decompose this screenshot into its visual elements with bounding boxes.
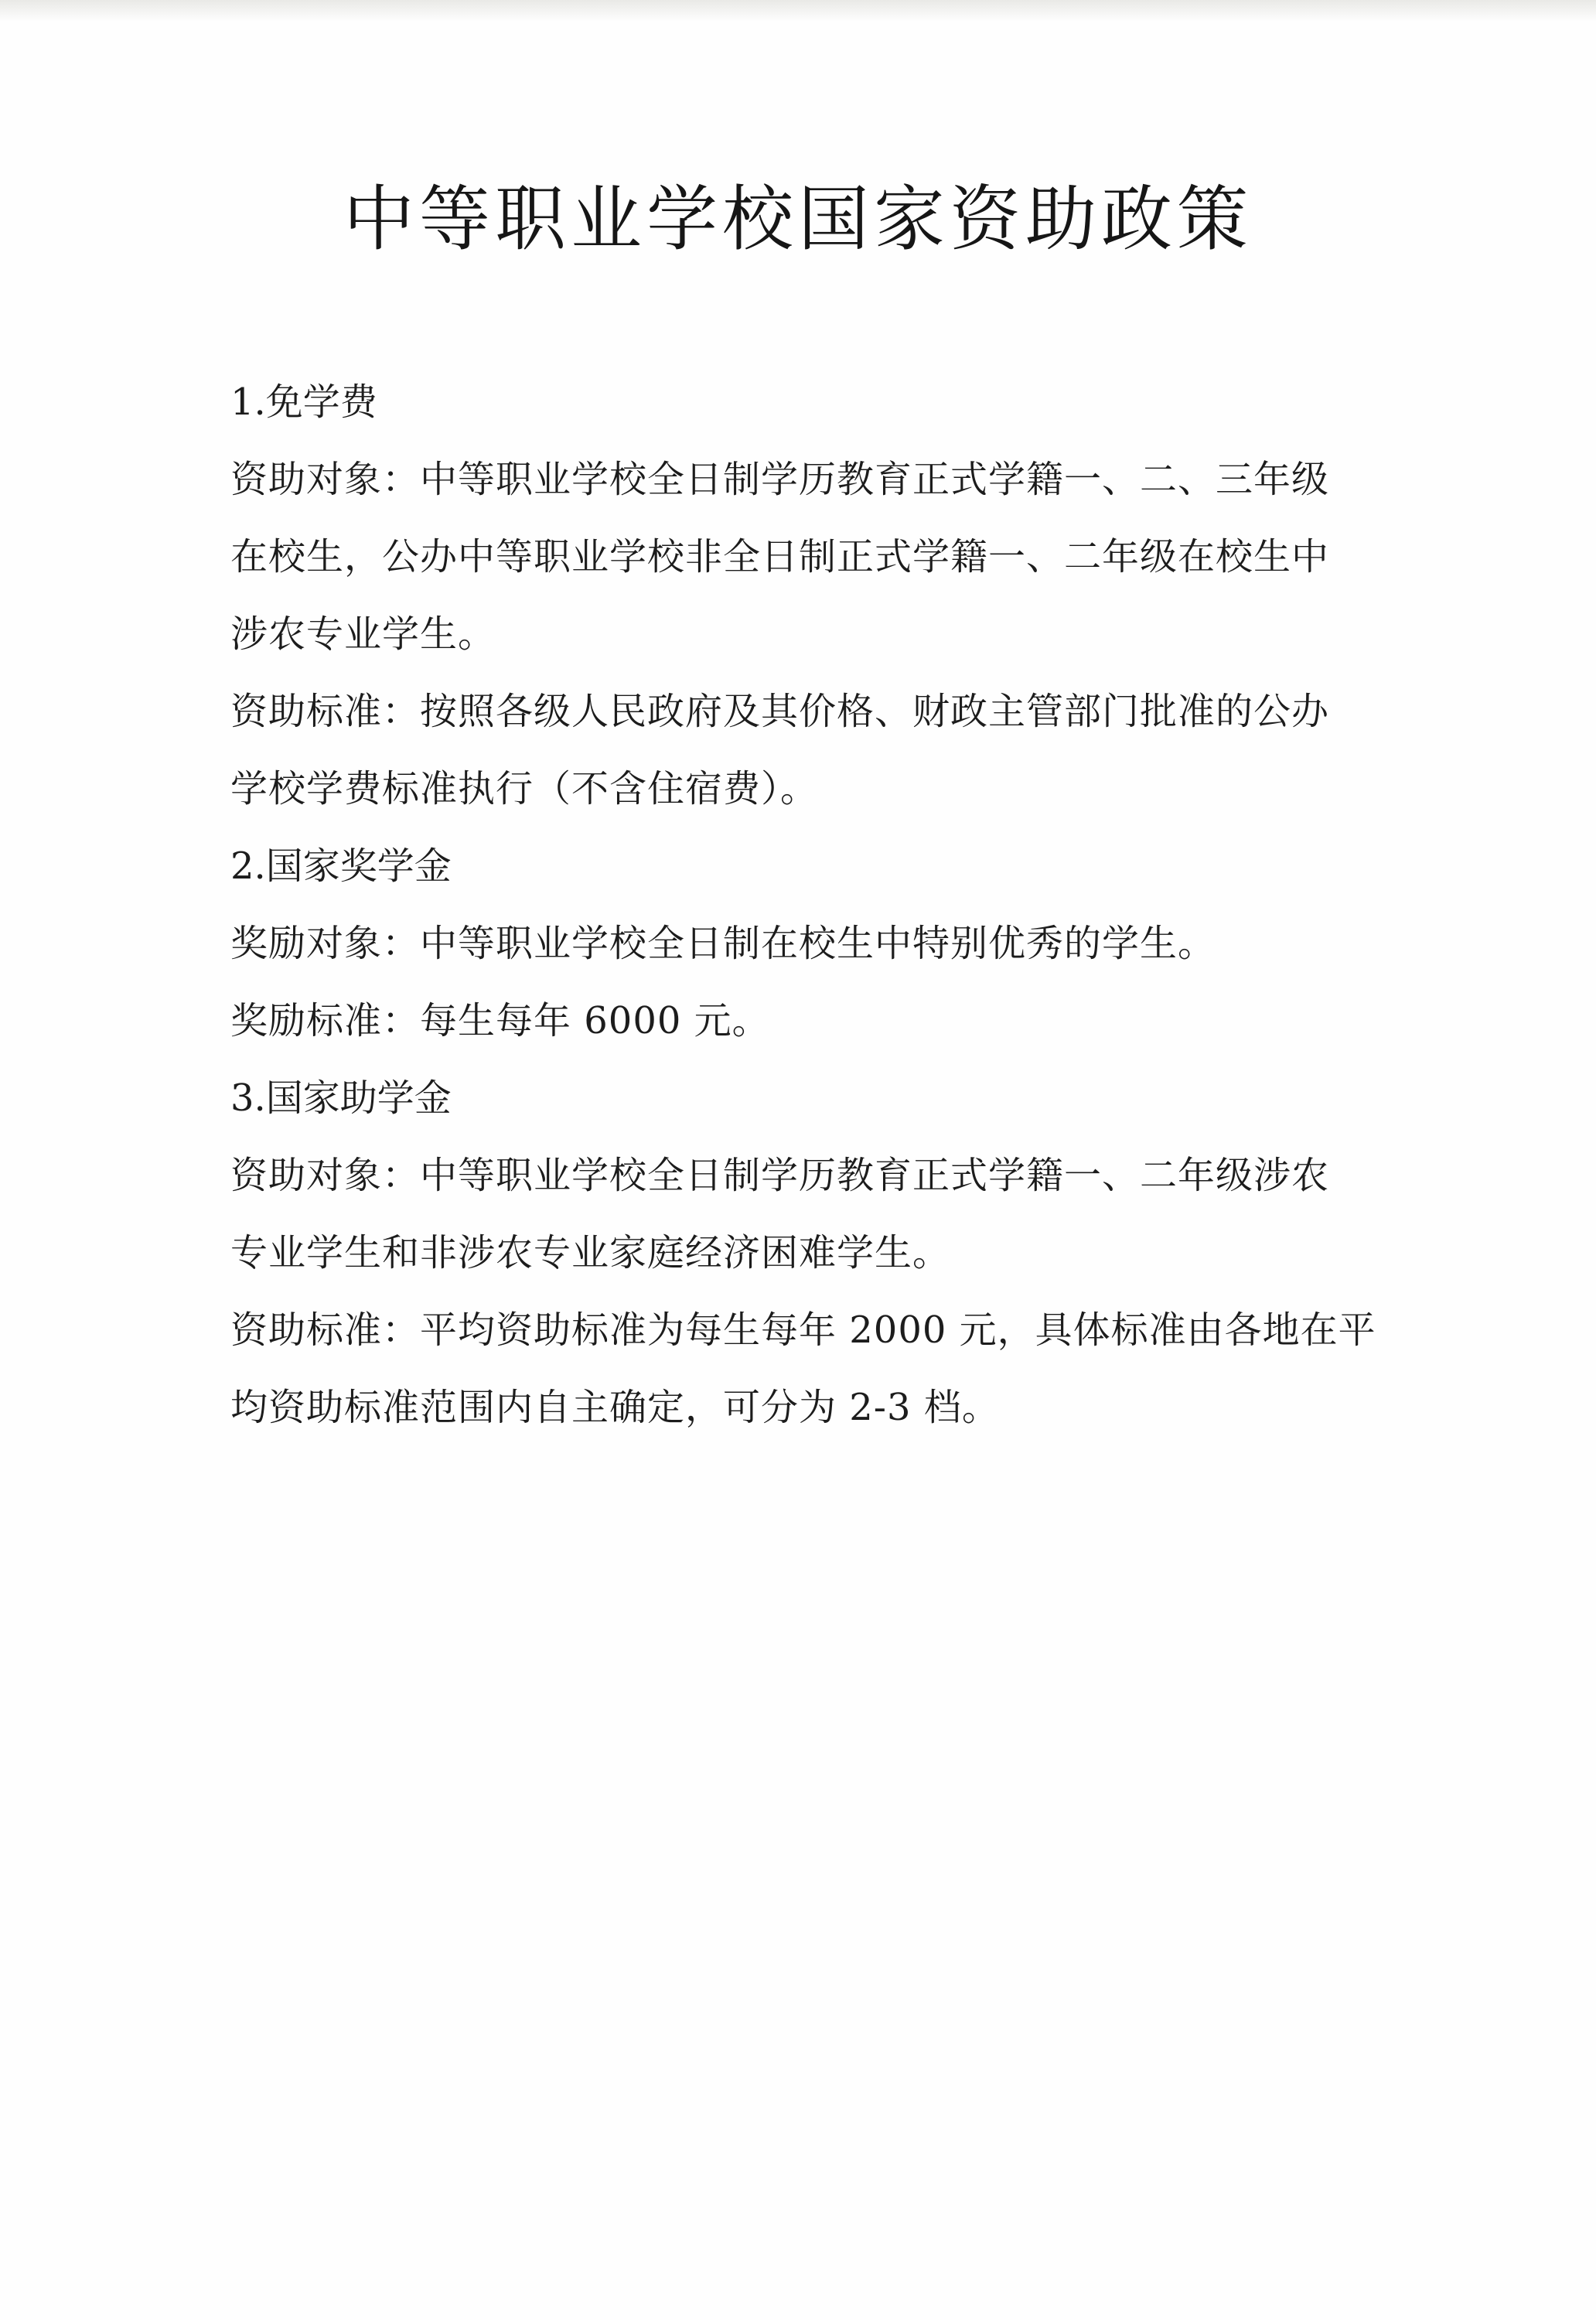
paragraph-line: 涉农专业学生。 xyxy=(230,612,496,656)
paragraph-line: 资助对象：中等职业学校全日制学历教育正式学籍一、二年级涉农 xyxy=(230,1154,1330,1197)
section-heading-tuition-waiver: 1.免学费 xyxy=(230,380,377,424)
paragraph-line: 均资助标准范围内自主确定，可分为 2-3 档。 xyxy=(230,1386,1000,1429)
scan-edge-shadow xyxy=(0,0,1596,22)
paragraph-line: 资助对象：中等职业学校全日制学历教育正式学籍一、二、三年级 xyxy=(230,458,1330,501)
paragraph-line: 在校生，公办中等职业学校非全日制正式学籍一、二年级在校生中 xyxy=(230,535,1330,578)
paragraph-line: 奖励标准：每生每年 6000 元。 xyxy=(230,999,770,1042)
document-title: 中等职业学校国家资助政策 xyxy=(343,178,1253,261)
paragraph-line: 资助标准：按照各级人民政府及其价格、财政主管部门批准的公办 xyxy=(230,690,1330,733)
paragraph-line: 奖励对象：中等职业学校全日制在校生中特别优秀的学生。 xyxy=(230,922,1216,965)
section-heading-national-scholarship: 2.国家奖学金 xyxy=(230,844,452,888)
paragraph-line: 资助标准：平均资助标准为每生每年 2000 元，具体标准由各地在平 xyxy=(230,1308,1376,1352)
section-heading-national-grant: 3.国家助学金 xyxy=(230,1076,452,1120)
paragraph-line: 专业学生和非涉农专业家庭经济困难学生。 xyxy=(230,1231,951,1274)
document-body xyxy=(230,363,1376,1446)
paragraph-line: 学校学费标准执行（不含住宿费）。 xyxy=(230,767,819,810)
